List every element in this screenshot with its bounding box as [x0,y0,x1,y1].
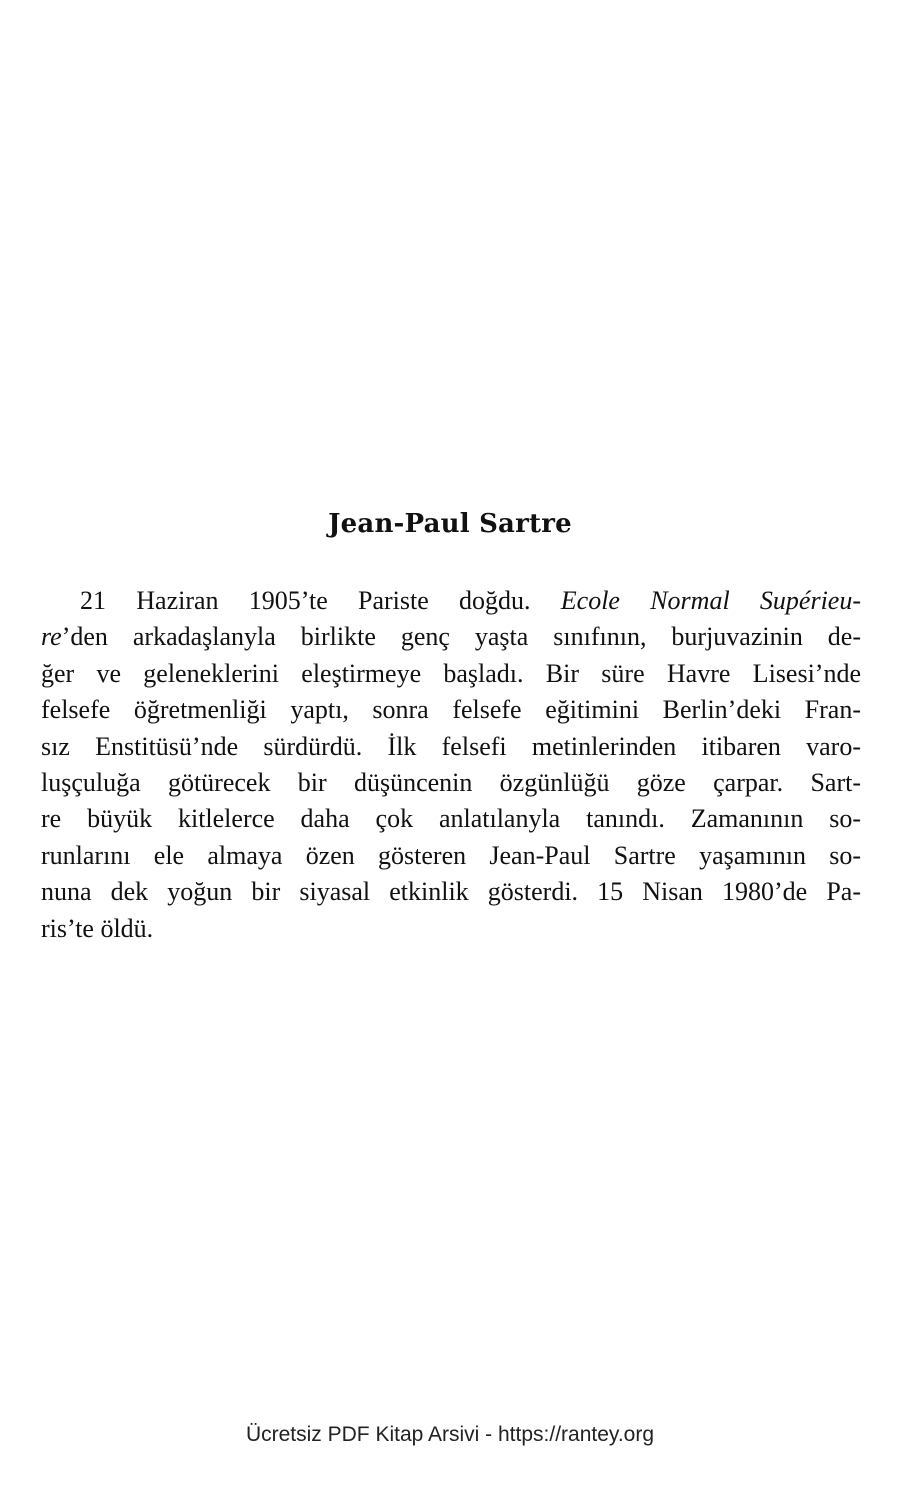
line-text: ğer ve geleneklerini eleştirmeye başladı. Bir süre Havre Lisesi’nde [41,658,861,688]
line-text: luşçuluğa götürecek bir düşüncenin özgünlüğü göze çarpar. Sart- [41,767,861,797]
line-text: runlarını ele almaya özen gösteren Jean-Paul Sartre yaşamının so- [41,840,861,870]
paragraph-line [41,656,861,692]
paragraph-line [41,619,861,655]
page-title: Jean-Paul Sartre [328,509,572,539]
paragraph-line [41,838,861,874]
paragraph-line [41,583,861,619]
line-text: sız Enstitüsü’nde sürdürdü. İlk felsefi metinlerinden itibaren varo- [41,731,861,761]
paragraph-line [41,729,861,765]
line-text: ris’te öldü. [41,913,154,943]
line-italic-text: re [41,622,62,652]
paragraph-line [41,765,861,801]
paragraph-line [41,911,861,947]
line-text: 21 Haziran 1905’te Pariste doğdu. [80,586,561,615]
line-text: re büyük kitlelerce daha çok anlatılanyla tanındı. Zamanının so- [41,804,861,834]
biography-paragraph [41,583,861,947]
paragraph-line [41,801,861,837]
line-text: ’den arkadaşlanyla birlikte genç yaşta sınıfının, burjuvazinin de- [61,622,861,652]
paragraph-line [41,692,861,728]
line-text: felsefe öğretmenliği yaptı, sonra felsefe eğitimini Berlin’deki Fran- [41,695,861,725]
line-text: nuna dek yoğun bir siyasal etkinlik gösterdi. 15 Nisan 1980’de Pa- [41,877,861,907]
footer-watermark-text: Ücretsiz PDF Kitap Arsivi - https://rantey.org [245,1423,655,1446]
line-italic-text: Ecole Normal Supérieu- [560,586,861,615]
paragraph-line [41,874,861,910]
